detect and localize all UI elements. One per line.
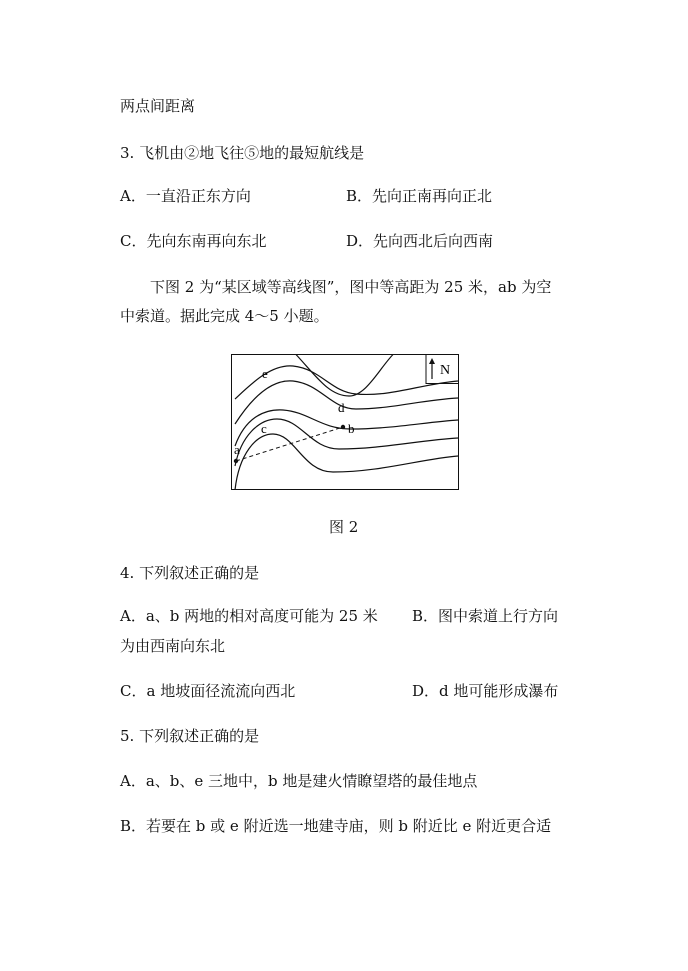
label-a: a: [234, 442, 240, 457]
question-4-option-d: D．d 地可能形成瀑布: [412, 682, 559, 700]
point-a-marker: [234, 459, 238, 463]
question-3-option-d: D．先向西北后向西南: [346, 232, 494, 250]
contour-map-figure: [231, 354, 459, 490]
contour-line-3: [235, 410, 458, 446]
question-3-stem: 3. 飞机由②地飞往⑤地的最短航线是: [120, 144, 365, 162]
label-d: d: [338, 400, 345, 415]
question-4-option-a: A．a、b 两地的相对高度可能为 25 米: [120, 607, 378, 625]
question-4-option-b-continued: 为由西南向东北: [120, 637, 226, 655]
question-4-stem: 4. 下列叙述正确的是: [120, 564, 260, 582]
label-e: e: [262, 366, 268, 381]
point-b-marker: [341, 425, 345, 429]
question-4-option-c: C．a 地坡面径流流向西北: [120, 682, 296, 700]
contour-line-5: [235, 434, 458, 490]
question-3-option-c: C．先向东南再向东北: [120, 232, 267, 250]
question-3-option-b: B．先向正南再向正北: [346, 187, 493, 205]
contour-line-2: [235, 381, 458, 424]
previous-question-text: 两点间距离: [120, 97, 196, 115]
question-4-option-b: B．图中索道上行方向: [412, 607, 559, 625]
figure-caption: 图 2: [329, 518, 359, 536]
question-3-option-a: A．一直沿正东方向: [120, 187, 251, 205]
label-c: c: [261, 421, 267, 436]
intro-line-2: 中索道。据此完成 4～5 小题。: [120, 307, 329, 325]
north-label: N: [439, 363, 451, 378]
contour-line-1: [235, 366, 458, 399]
intro-line-1: 下图 2 为“某区域等高线图”，图中等高距为 25 米，ab 为空: [150, 278, 552, 296]
question-5-option-a: A．a、b、e 三地中，b 地是建火情瞭望塔的最佳地点: [120, 772, 478, 790]
contour-line-4: [235, 419, 458, 466]
question-5-option-b: B．若要在 b 或 e 附近选一地建寺庙，则 b 附近比 e 附近更合适: [120, 817, 552, 835]
question-5-stem: 5. 下列叙述正确的是: [120, 727, 260, 745]
contour-line-valley: [296, 355, 393, 397]
label-b: b: [348, 421, 355, 436]
